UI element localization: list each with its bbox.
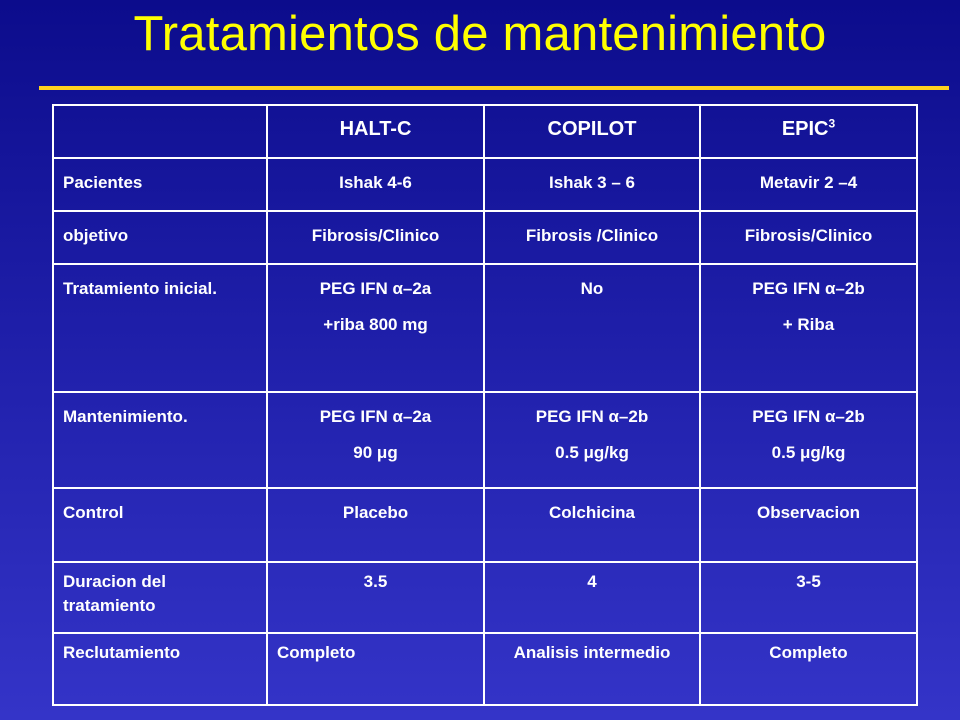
row-label: Reclutamiento [53,633,267,705]
table-cell [484,392,700,488]
comparison-table [52,104,918,706]
table-row [53,488,917,562]
table-cell: Metavir 2 –4 [700,158,917,211]
table-cell: Fibrosis/Clinico [700,211,917,264]
cell-line: 90 μg [353,442,398,462]
cell-line: PEG IFN α–2a [319,279,432,298]
cell-line: PEG IFN α–2b [535,407,649,426]
table-cell: 4 [484,562,700,633]
table-cell: Fibrosis /Clinico [484,211,700,264]
header-epic [700,105,917,158]
table-row [53,633,917,705]
row-label: Pacientes [53,158,267,211]
cell-line: 0.5 μg/kg [555,442,629,462]
table-cell: Completo [267,633,484,705]
table-cell: Placebo [267,488,484,562]
table-cell: Fibrosis/Clinico [267,211,484,264]
table-cell: No [484,264,700,392]
header-halt-c: HALT-C [267,105,484,158]
row-label: objetivo [53,211,267,264]
row-label: Duracion del tratamiento [53,562,267,633]
header-epic-superscript: 3 [828,116,836,131]
cell-line: +riba 800 mg [323,314,428,334]
table-cell: 3.5 [267,562,484,633]
table-cell: Observacion [700,488,917,562]
cell-line: 0.5 μg/kg [771,442,846,462]
table-cell: 3-5 [700,562,917,633]
table-cell [267,392,484,488]
table-row [53,264,917,392]
table-cell: Ishak 3 – 6 [484,158,700,211]
header-copilot: COPILOT [484,105,700,158]
table-row [53,158,917,211]
row-label: Mantenimiento. [53,392,267,488]
title-underline [39,86,949,90]
table-row [53,392,917,488]
header-corner-cell [53,105,267,158]
table-row [53,562,917,633]
table-header-row [53,105,917,158]
table-cell: Colchicina [484,488,700,562]
row-label: Control [53,488,267,562]
row-label: Tratamiento inicial. [53,264,267,392]
cell-line: + Riba [782,314,835,334]
table-row [53,211,917,264]
table-cell: Completo [700,633,917,705]
cell-line: PEG IFN α–2a [319,407,432,426]
table-cell: Analisis intermedio [484,633,700,705]
cell-line: PEG IFN α–2b [752,279,865,298]
slide-title: Tratamientos de mantenimiento [133,7,827,61]
header-epic-label: EPIC [781,118,829,140]
table-cell [267,264,484,392]
table-cell [700,392,917,488]
table-cell [700,264,917,392]
table-cell: Ishak 4-6 [267,158,484,211]
cell-line: PEG IFN α–2b [752,407,865,426]
